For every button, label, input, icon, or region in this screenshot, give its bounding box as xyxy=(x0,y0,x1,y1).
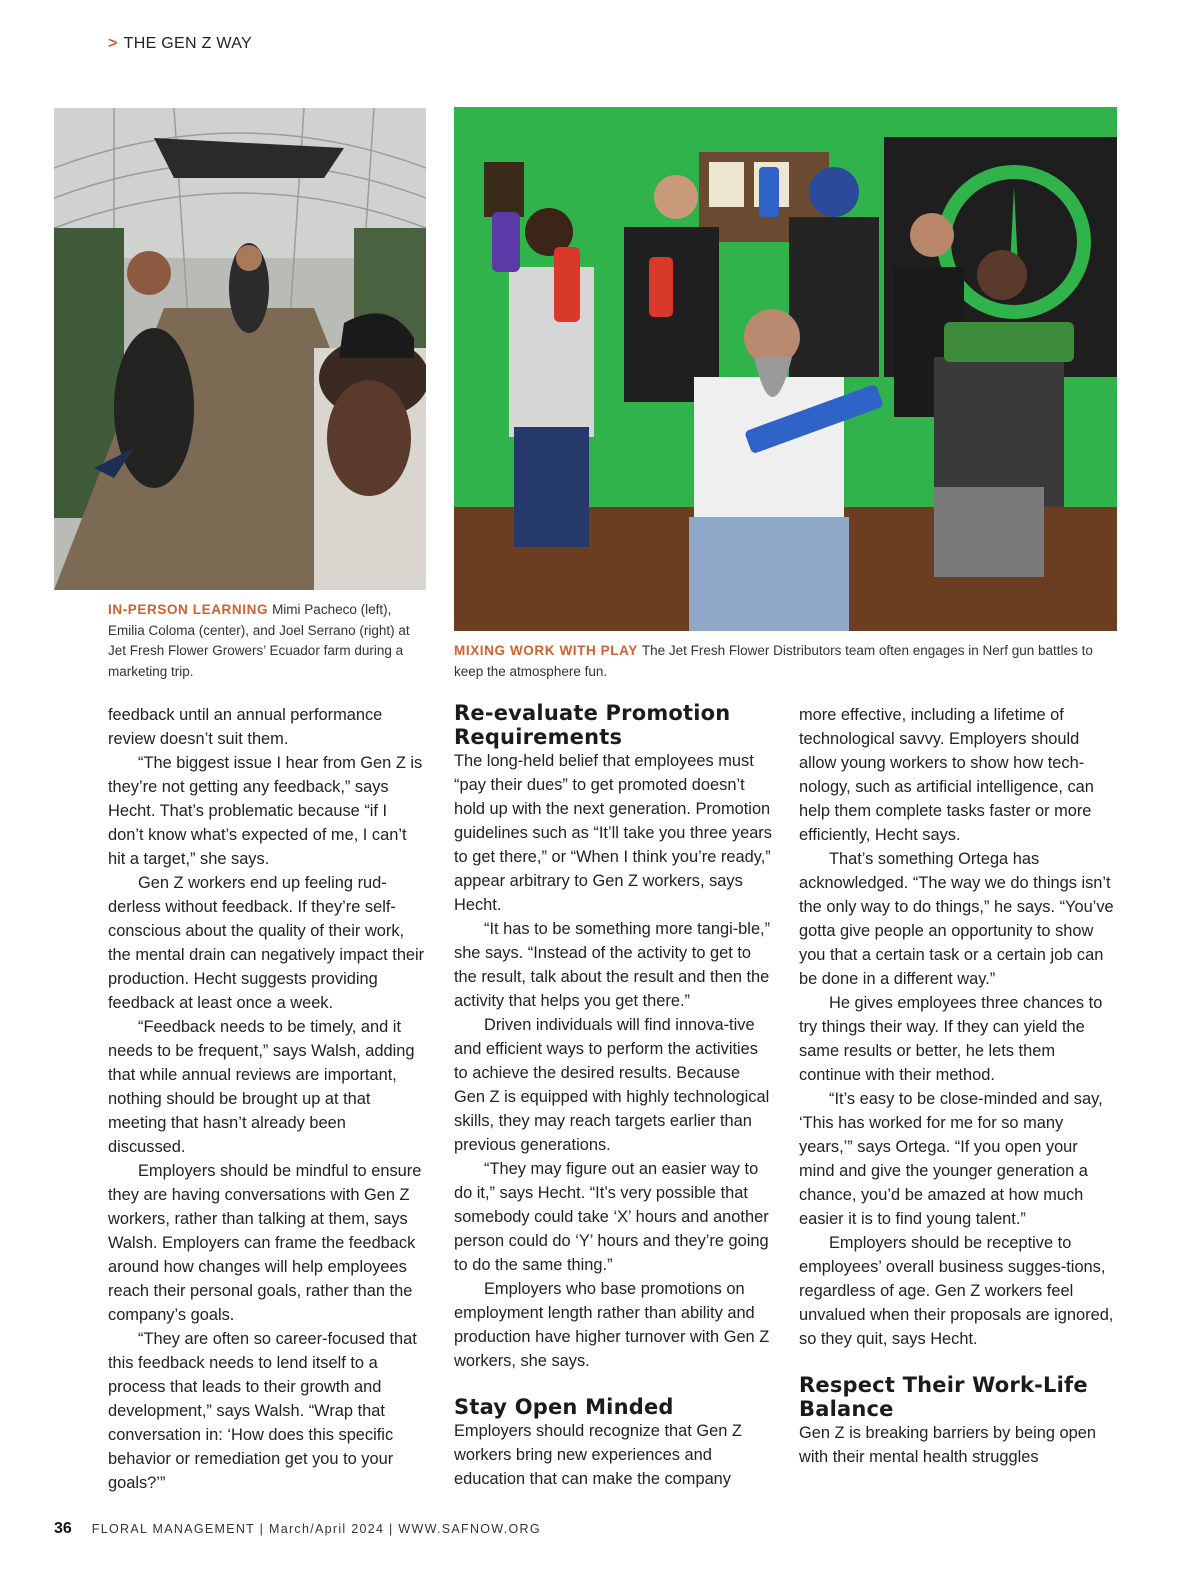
paragraph: “The biggest issue I hear from Gen Z is they’re not getting any feedback,” says Hecht. That’s problematic because “if I don’t know what’s expected of me, I can’t hit a target,” she says. xyxy=(108,754,423,868)
paragraph: “It has to be something more tangi-ble,” she says. “Instead of the activity to get to the result, talk about the result and then the activity that helps you get there.” xyxy=(454,920,771,1010)
paragraph: “It’s easy to be close-minded and say, ‘This has worked for me for so many years,’” says Ortega. “If you open your mind and give the younger generation a chance, you’d be amazed at how much easier it is to find young talent.” xyxy=(799,1090,1103,1228)
article-column-1 xyxy=(108,703,426,1495)
paragraph: feedback until an annual performance review doesn’t suit them. xyxy=(108,706,383,748)
photo-greenhouse xyxy=(54,108,426,590)
section-label-text: THE GEN Z WAY xyxy=(123,35,253,52)
caption-left-text: Mimi Pacheco (left), Emilia Coloma (center), and Joel Serrano (right) at Jet Fresh Flower Growers’ Ecuador farm during a marketing trip. xyxy=(108,602,410,679)
caption-right-text: The Jet Fresh Flower Distributors team often engages in Nerf gun battles to keep the atmosphere fun. xyxy=(454,643,1093,679)
article-column-2 xyxy=(454,701,772,1491)
caption-left-head: IN-PERSON LEARNING xyxy=(108,602,269,617)
paragraph: He gives employees three chances to try things their way. If they can yield the same results or better, he lets them continue with their method. xyxy=(799,994,1103,1084)
paragraph: Employers should be receptive to employees’ overall business sugges-tions, regardless of age. Gen Z workers feel unvalued when their proposals are ignored, so they quit, says Hecht. xyxy=(799,1234,1114,1348)
paragraph: Driven individuals will find innova-tive and efficient ways to perform the activities to achieve the desired results. Because Gen Z is equipped with highly technological skills, they may reach targets earlier than previous generations. xyxy=(454,1016,770,1154)
paragraph: “Feedback needs to be timely, and it needs to be frequent,” says Walsh, adding that while annual reviews are important, nothing should be brought up at that meeting that hasn’t already been discussed. xyxy=(108,1018,415,1156)
article-column-3 xyxy=(799,703,1117,1469)
photo-nerf-team xyxy=(454,107,1117,631)
section-label xyxy=(108,35,252,53)
paragraph: Employers should be mindful to ensure they are having conversations with Gen Z workers, rather than talking at them, says Walsh. Employers can frame the feedback around how changes will help employees reach their personal goals, rather than the company’s goals. xyxy=(108,1162,422,1324)
photo-caption-left xyxy=(108,600,430,682)
paragraph: Gen Z is breaking barriers by being open with their mental health struggles xyxy=(799,1424,1097,1466)
page-number: 36 xyxy=(54,1520,72,1537)
chevron-right-icon: > xyxy=(108,35,118,52)
paragraph: “They are often so career-focused that this feedback needs to lend itself to a process that leads to their growth and development,” says Walsh. “Wrap that conversation in: ‘How does this specific behavior or remediation get you to your goals?’” xyxy=(108,1330,417,1492)
paragraph: Gen Z workers end up feeling rud-derless without feedback. If they’re self-conscious about the quality of their work, the mental drain can negatively impact their production. Hecht suggests providing feedback at least once a week. xyxy=(108,874,425,1012)
paragraph: Employers who base promotions on employment length rather than ability and production have higher turnover with Gen Z workers, she says. xyxy=(454,1280,770,1370)
paragraph: That’s something Ortega has acknowledged. “The way we do things isn’t the only way to do things,” he says. “You’ve gotta give people an opportunity to show you that a certain task or a certain job can be done in a different way.” xyxy=(799,850,1114,988)
footer-text: FLORAL MANAGEMENT | March/April 2024 | WWW.SAFNOW.ORG xyxy=(91,1522,541,1536)
photo-caption-right xyxy=(454,641,1114,682)
paragraph: more effective, including a lifetime of technological savvy. Employers should allow young workers to show how tech-nology, such as artificial intelligence, can help them complete tasks faster or more efficiently, Hecht says. xyxy=(799,706,1094,844)
paragraph: Employers should recognize that Gen Z workers bring new experiences and education that can make the company xyxy=(454,1422,742,1488)
page-footer xyxy=(54,1520,541,1538)
caption-right-head: MIXING WORK WITH PLAY xyxy=(454,643,638,658)
subheading-work-life: Respect Their Work-Life Balance xyxy=(799,1373,1088,1421)
subheading-open-minded: Stay Open Minded xyxy=(454,1395,674,1419)
paragraph: The long-held belief that employees must “pay their dues” to get promoted doesn’t hold up with the next generation. Promotion guidelines such as “It’ll take you three years to get there,” or “When I think you’re ready,” appear arbitrary to Gen Z workers, says Hecht. xyxy=(454,752,772,914)
subheading-promotion: Re-evaluate Promotion Requirements xyxy=(454,701,731,749)
paragraph: “They may figure out an easier way to do it,” says Hecht. “It’s very possible that somebody could take ‘X’ hours and another person could do ‘Y’ hours and they’re going to do the same thing.” xyxy=(454,1160,769,1274)
